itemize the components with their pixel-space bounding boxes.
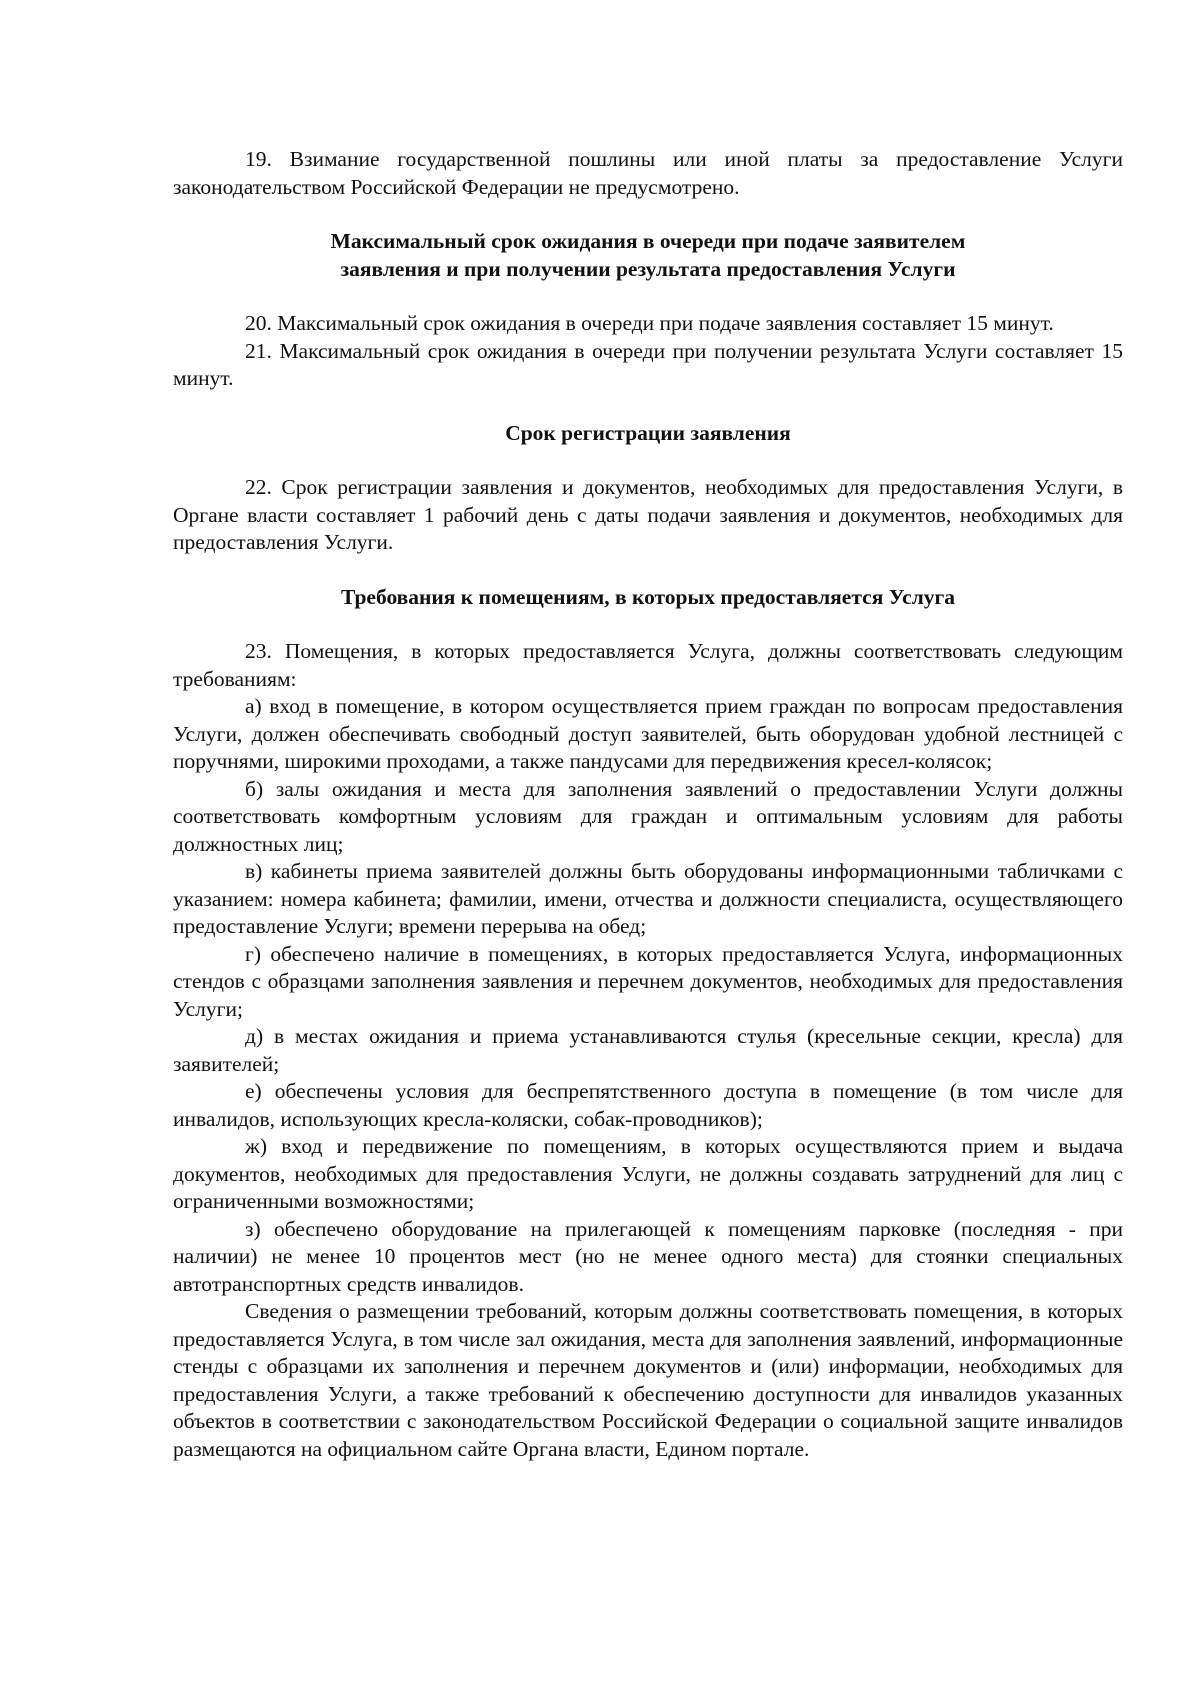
list-item-g: г) обеспечено наличие в помещениях, в которых предоставляется Услуга, информационных стендов с образцами заполнения заявления и перечнем документов, необходимых для предоставления Услуги; — [173, 941, 1123, 1021]
heading-waiting-time-line-1: Максимальный срок ожидания в очереди при подаче заявителем — [330, 229, 966, 253]
list-item-b: б) залы ожидания и места для заполнения заявлений о предоставлении Услуги должны соответствовать комфортным условиям для граждан и оптимальным условиям для работы должностных лиц; — [173, 776, 1123, 856]
list-item-v: в) кабинеты приема заявителей должны быть оборудованы информационными табличками с указанием: номера кабинета; фамилии, имени, отчества и должности специалиста, осуществляющего предоставление Услуги; времени перерыва на обед; — [173, 859, 1123, 938]
paragraph-21: 21. Максимальный срок ожидания в очереди при получении результата Услуги составляет 15 минут. — [173, 338, 1123, 390]
paragraph-info-placement: Сведения о размещении требований, которым должны соответствовать помещения, в которых предоставляется Услуга, в том числе зал ожидания, места для заполнения заявлений, информационные стенды с образцами их заполнения и перечнем документов и (или) информации, необходимых для предоставления Услуги, а также требований к обеспечению доступности для инвалидов указанных объектов в соответствии с законодательством Российской Федерации о социальной защите инвалидов размещаются на официальном сайте Органа власти, Едином портале. — [173, 1299, 1123, 1461]
document-page — [173, 146, 1123, 1463]
list-item-a: а) вход в помещение, в котором осуществляется прием граждан по вопросам предоставления Услуги, должен обеспечивать свободный доступ заявителей, быть оборудован удобной лестницей с поручнями, широкими проходами, а также пандусами для передвижения кресел-колясок; — [173, 694, 1123, 773]
heading-waiting-time — [173, 228, 1123, 283]
paragraph-19: 19. Взимание государственной пошлины или иной платы за предоставление Услуги законодательством Российской Федерации не предусмотрено. — [173, 147, 1123, 199]
list-item-e: е) обеспечены условия для беспрепятственного доступа в помещение (в том числе для инвалидов, использующих кресла-коляски, собак-проводников); — [173, 1079, 1123, 1131]
heading-registration: Срок регистрации заявления — [505, 420, 791, 445]
list-item-z: з) обеспечено оборудование на прилегающей к помещениям парковке (последняя - при наличии) не менее 10 процентов мест (но не менее одного места) для стоянки специальных автотранспортных средств инвалидов. — [173, 1216, 1123, 1296]
heading-waiting-time-line-2: заявления и при получении результата предоставления Услуги — [340, 256, 956, 281]
heading-premises: Требования к помещениям, в которых предоставляется Услуга — [340, 584, 956, 609]
list-item-zh: ж) вход и передвижение по помещениям, в которых осуществляются прием и выдача документов, необходимых для предоставления Услуги, не должны создавать затруднений для лиц с ограниченными возможностями; — [173, 1134, 1123, 1213]
paragraph-20: 20. Максимальный срок ожидания в очереди при подаче заявления составляет 15 минут. — [245, 311, 1054, 335]
paragraph-22: 22. Срок регистрации заявления и документов, необходимых для предоставления Услуги, в Органе власти составляет 1 рабочий день с даты подачи заявления и документов, необходимых для предоставления Услуги. — [173, 475, 1123, 554]
list-item-d: д) в местах ожидания и приема устанавливаются стулья (кресельные секции, кресла) для заявителей; — [173, 1024, 1123, 1076]
paragraph-23: 23. Помещения, в которых предоставляется Услуга, должны соответствовать следующим требованиям: — [173, 639, 1123, 691]
